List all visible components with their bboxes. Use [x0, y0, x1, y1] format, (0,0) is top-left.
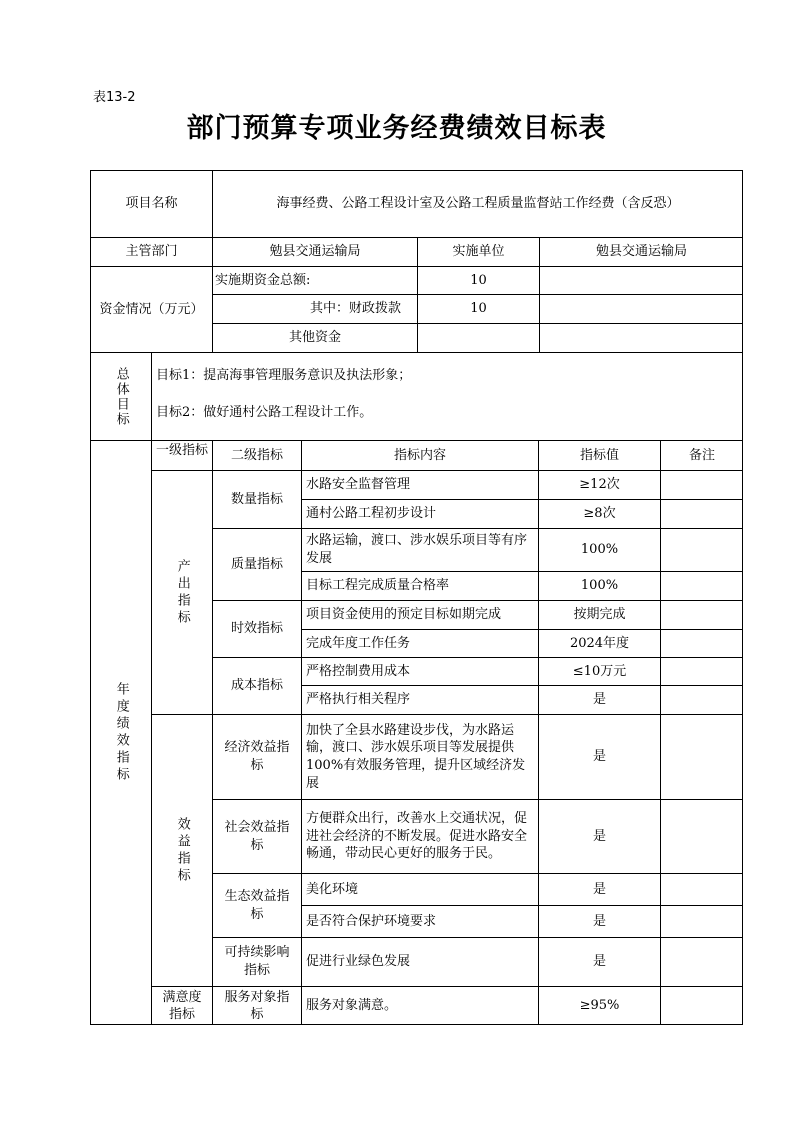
- quantity-r1-value: ≥12次: [539, 471, 661, 500]
- ecological-benefit-label: 生态效益指标: [213, 874, 302, 938]
- benefit-indicators-cell: [152, 715, 213, 987]
- satisfaction-indicator-label: 满意度指标: [152, 987, 213, 1025]
- ecological-r1-note: [661, 874, 743, 906]
- social-benefit-note: [661, 800, 743, 874]
- implementing-unit-value: 勉县交通运输局: [540, 238, 743, 267]
- overall-goals-content: [152, 353, 743, 441]
- economic-benefit-value: 是: [539, 715, 661, 800]
- satisfaction-note: [661, 987, 743, 1025]
- cost-indicator-label: 成本指标: [213, 658, 302, 715]
- timeliness-r1-note: [661, 601, 743, 630]
- ecological-r1-value: 是: [539, 874, 661, 906]
- performance-table: [90, 170, 743, 1025]
- social-benefit-value: 是: [539, 800, 661, 874]
- quality-r1-content: 水路运输，渡口、涉水娱乐项目等有序发展: [302, 529, 539, 572]
- benefit-indicators-label: 效益指标: [174, 816, 190, 885]
- quality-r2-note: [661, 572, 743, 601]
- cost-r1-content: 严格控制费用成本: [302, 658, 539, 686]
- implementing-unit-label: 实施单位: [418, 238, 540, 267]
- fiscal-funds-value: 10: [418, 295, 540, 324]
- timeliness-r1-value: 按期完成: [539, 601, 661, 630]
- total-funds-label: 实施期资金总额:: [213, 267, 418, 295]
- sustainable-impact-value: 是: [539, 938, 661, 987]
- department-value: 勉县交通运输局: [213, 238, 418, 267]
- header-level1: 一级指标: [152, 441, 213, 471]
- satisfaction-content: 服务对象满意。: [302, 987, 539, 1025]
- other-funds-empty: [540, 324, 743, 353]
- timeliness-r2-content: 完成年度工作任务: [302, 630, 539, 658]
- ecological-r2-value: 是: [539, 906, 661, 938]
- quantity-r1-content: 水路安全监督管理: [302, 471, 539, 500]
- quality-r2-content: 目标工程完成质量合格率: [302, 572, 539, 601]
- goal-2: 目标2：做好通村公路工程设计工作。: [156, 405, 373, 421]
- ecological-r1-content: 美化环境: [302, 874, 539, 906]
- quality-indicator-label: 质量指标: [213, 529, 302, 601]
- goal-1: 目标1：提高海事管理服务意识及执法形象；: [156, 367, 412, 383]
- header-value: 指标值: [539, 441, 661, 471]
- satisfaction-sub-label: 服务对象指标: [213, 987, 302, 1025]
- table-number: 表13-2: [93, 90, 136, 105]
- annual-indicators-cell: [91, 441, 152, 1025]
- header-level2: 二级指标: [213, 441, 302, 471]
- cost-r2-content: 严格执行相关程序: [302, 686, 539, 715]
- quantity-r1-note: [661, 471, 743, 500]
- output-indicators-label: 产出指标: [174, 558, 190, 627]
- fiscal-funds-empty: [540, 295, 743, 324]
- economic-benefit-label: 经济效益指标: [213, 715, 302, 800]
- overall-goals-cell: [91, 353, 152, 441]
- other-funds-label: 其他资金: [213, 324, 418, 353]
- satisfaction-value: ≥95%: [539, 987, 661, 1025]
- sustainable-impact-label: 可持续影响指标: [213, 938, 302, 987]
- quantity-indicator-label: 数量指标: [213, 471, 302, 529]
- timeliness-r1-content: 项目资金使用的预定目标如期完成: [302, 601, 539, 630]
- header-content: 指标内容: [302, 441, 539, 471]
- timeliness-r2-value: 2024年度: [539, 630, 661, 658]
- ecological-r2-note: [661, 906, 743, 938]
- project-name-label: 项目名称: [91, 171, 213, 238]
- quality-r2-value: 100%: [539, 572, 661, 601]
- header-note: 备注: [661, 441, 743, 471]
- economic-benefit-content: 加快了全县水路建设步伐，为水路运输，渡口、涉水娱乐项目等发展提供100%有效服务管理，提升区域经济发展: [302, 715, 539, 800]
- output-indicators-cell: [152, 471, 213, 715]
- sustainable-impact-content: 促进行业绿色发展: [302, 938, 539, 987]
- department-label: 主管部门: [91, 238, 213, 267]
- total-funds-empty: [540, 267, 743, 295]
- quantity-r2-value: ≥8次: [539, 500, 661, 529]
- annual-indicators-label: 年度绩效指标: [113, 682, 129, 784]
- timeliness-r2-note: [661, 630, 743, 658]
- quality-r1-note: [661, 529, 743, 572]
- fiscal-funds-label: 其中：财政拨款: [213, 295, 418, 324]
- funds-label: 资金情况（万元）: [91, 267, 213, 353]
- cost-r1-note: [661, 658, 743, 686]
- document-title: 部门预算专项业务经费绩效目标表: [186, 113, 607, 144]
- cost-r1-value: ≤10万元: [539, 658, 661, 686]
- overall-goals-label: 总体目标: [113, 366, 129, 427]
- social-benefit-content: 方便群众出行，改善水上交通状况，促进社会经济的不断发展。促进水路安全畅通，带动民心更好的服务于民。: [302, 800, 539, 874]
- total-funds-value: 10: [418, 267, 540, 295]
- cost-r2-note: [661, 686, 743, 715]
- economic-benefit-note: [661, 715, 743, 800]
- sustainable-impact-note: [661, 938, 743, 987]
- other-funds-value: [418, 324, 540, 353]
- timeliness-indicator-label: 时效指标: [213, 601, 302, 658]
- cost-r2-value: 是: [539, 686, 661, 715]
- ecological-r2-content: 是否符合保护环境要求: [302, 906, 539, 938]
- quantity-r2-content: 通村公路工程初步设计: [302, 500, 539, 529]
- project-name-value: 海事经费、公路工程设计室及公路工程质量监督站工作经费（含反恐）: [213, 171, 743, 238]
- quantity-r2-note: [661, 500, 743, 529]
- quality-r1-value: 100%: [539, 529, 661, 572]
- social-benefit-label: 社会效益指标: [213, 800, 302, 874]
